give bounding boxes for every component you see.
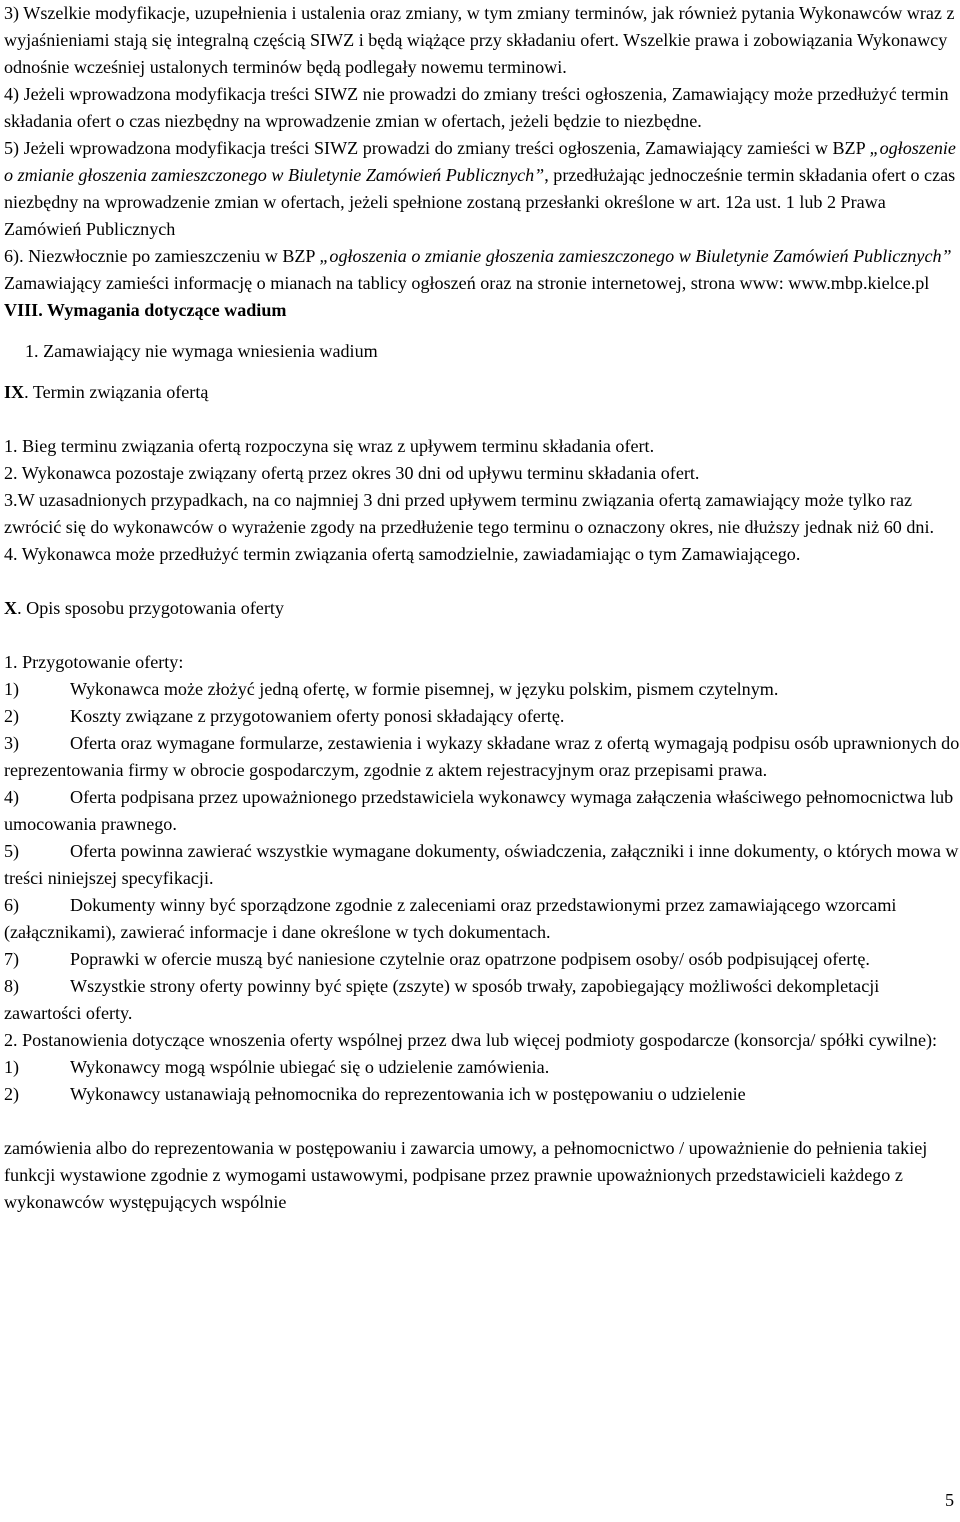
list-item-number: 1) bbox=[4, 1057, 20, 1077]
paragraph-5-text-a: 5) Jeżeli wprowadzona modyfikacja treści SIWZ prowadzi do zmiany treści ogłoszenia, Zamawiający zamieści w BZP bbox=[4, 138, 870, 158]
list-item: 3.W uzasadnionych przypadkach, na co najmniej 3 dni przed upływem terminu związania ofertą zamawiający może tylko raz zwrócić się do wykonawców o wyrażenie zgody na przedłużenie tego terminu o oznaczony okres, nie dłuższy jednak niż 60 dni. bbox=[4, 490, 934, 537]
continuation-paragraph: zamówienia albo do reprezentowania w postępowaniu i zawarcia umowy, a pełnomocnictwo / upoważnienie do pełnienia takiej funkcji wystawione zgodnie z wymogami ustawowymi, podpisane przez prawnie upoważnionych przedstawicieli każdego z wykonawców występujących wspólnie bbox=[4, 1138, 928, 1212]
list-item bbox=[4, 703, 960, 730]
list-item-number: 7) bbox=[4, 949, 20, 969]
paragraph-6-text-c: Zamawiający zamieści informację o mianach na tablicy ogłoszeń oraz na stronie internetowej, strona www: www.mbp.kielce.pl bbox=[4, 273, 930, 293]
section-ix-list bbox=[4, 433, 960, 568]
paragraph-6-text-a: 6). Niezwłocznie po zamieszczeniu w BZP bbox=[4, 246, 320, 266]
section-viii-number: VIII. bbox=[4, 300, 43, 320]
paragraph-5-italic: „ogłoszenie o zmianie głoszenia zamieszczonego w Biuletynie Zamówień Publicznych” bbox=[4, 138, 956, 185]
section-x-title: . Opis sposobu przygotowania oferty bbox=[17, 598, 284, 618]
paragraph-6 bbox=[4, 243, 960, 297]
list-item bbox=[4, 1054, 960, 1081]
subsection-2-list bbox=[4, 1054, 960, 1108]
section-ix-number: IX bbox=[4, 382, 25, 402]
section-viii-item: 1. Zamawiający nie wymaga wniesienia wadium bbox=[25, 341, 378, 361]
subsection-2-heading: 2. Postanowienia dotyczące wnoszenia oferty wspólnej przez dwa lub więcej podmioty gospodarcze (konsorcja/ spółki cywilne): bbox=[4, 1030, 938, 1050]
subsection-1-list bbox=[4, 676, 960, 1027]
list-item-number: 4) bbox=[4, 787, 20, 807]
list-item-number: 6) bbox=[4, 895, 20, 915]
list-item bbox=[4, 784, 960, 838]
list-item bbox=[4, 838, 960, 892]
document-page bbox=[4, 0, 960, 1216]
list-item-text: Wykonawcy mogą wspólnie ubiegać się o udzielenie zamówienia. bbox=[70, 1057, 550, 1077]
section-viii-heading bbox=[4, 297, 960, 324]
list-item: 1. Bieg terminu związania ofertą rozpoczyna się wraz z upływem terminu składania ofert. bbox=[4, 436, 655, 456]
list-item-number: 5) bbox=[4, 841, 20, 861]
section-ix-heading bbox=[4, 379, 960, 406]
list-item bbox=[4, 1081, 960, 1108]
list-item-text: Poprawki w ofercie muszą być naniesione czytelnie oraz opatrzone podpisem osoby/ osób podpisującej ofertę. bbox=[70, 949, 870, 969]
list-item-text: Oferta oraz wymagane formularze, zestawienia i wykazy składane wraz z ofertą wymagają podpisu osób uprawnionych do reprezentowania firmy w obrocie gospodarczym, zgodnie z aktem rejestracyjnym oraz przepisami prawa. bbox=[4, 733, 960, 780]
section-viii-title: Wymagania dotyczące wadium bbox=[42, 300, 287, 320]
paragraph-5 bbox=[4, 135, 960, 243]
list-item: 4. Wykonawca może przedłużyć termin związania ofertą samodzielnie, zawiadamiając o tym Zamawiającego. bbox=[4, 544, 801, 564]
list-item-text: Oferta powinna zawierać wszystkie wymagane dokumenty, oświadczenia, załączniki i inne dokumenty, o których mowa w treści niniejszej specyfikacji. bbox=[4, 841, 959, 888]
paragraph-6-italic: „ogłoszenia o zmianie głoszenia zamieszczonego w Biuletynie Zamówień Publicznych” bbox=[319, 246, 952, 266]
list-item-text: Wykonawca może złożyć jedną ofertę, w formie pisemnej, w języku polskim, pismem czytelnym. bbox=[70, 679, 779, 699]
paragraph-3: 3) Wszelkie modyfikacje, uzupełnienia i ustalenia oraz zmiany, w tym zmiany terminów, jak również pytania Wykonawców wraz z wyjaśnieniami stają się integralną częścią SIWZ i będą wiążące przy składaniu ofert. Wszelkie prawa i zobowiązania Wykonawcy odnośnie wcześniej ustalonych terminów będą podlegały nowemu terminowi. bbox=[4, 3, 955, 77]
subsection-1-heading: 1. Przygotowanie oferty: bbox=[4, 652, 184, 672]
list-item bbox=[4, 676, 960, 703]
list-item bbox=[4, 730, 960, 784]
list-item bbox=[4, 892, 960, 946]
paragraph-5-text-c: , przedłużając jednocześnie termin składania ofert o czas niezbędny na wprowadzenie zmian w ofertach, jeżeli spełnione zostaną przesłanki określone w art. 12a ust. 1 lub 2 Prawa Zamówień Publicznych bbox=[4, 165, 956, 239]
list-item-number: 8) bbox=[4, 976, 20, 996]
list-item: 2. Wykonawca pozostaje związany ofertą przez okres 30 dni od upływu terminu składania ofert. bbox=[4, 463, 700, 483]
list-item-text: Dokumenty winny być sporządzone zgodnie z zaleceniami oraz przedstawionymi przez zamawiającego wzorcami (załącznikami), zawierać informacje i dane określone w tych dokumentach. bbox=[4, 895, 897, 942]
list-item-text: Wszystkie strony oferty powinny być spięte (zszyte) w sposób trwały, zapobiegający możliwości dekompletacji zawartości oferty. bbox=[4, 976, 880, 1023]
list-item-text: Wykonawcy ustanawiają pełnomocnika do reprezentowania ich w postępowaniu o udzielenie bbox=[70, 1084, 746, 1104]
list-item-text: Koszty związane z przygotowaniem oferty ponosi składający ofertę. bbox=[70, 706, 565, 726]
list-item bbox=[4, 973, 960, 1027]
list-item bbox=[4, 946, 960, 973]
list-item-number: 1) bbox=[4, 679, 20, 699]
page-number: 5 bbox=[944, 1490, 954, 1510]
section-x-heading bbox=[4, 595, 960, 622]
section-x-number: X bbox=[4, 598, 18, 618]
list-item-text: Oferta podpisana przez upoważnionego przedstawiciela wykonawcy wymaga załączenia właściwego pełnomocnictwa lub umocowania prawnego. bbox=[4, 787, 954, 834]
list-item-number: 2) bbox=[4, 1084, 20, 1104]
paragraph-4: 4) Jeżeli wprowadzona modyfikacja treści SIWZ nie prowadzi do zmiany treści ogłoszenia, Zamawiający może przedłużyć termin składania ofert o czas niezbędny na wprowadzenie zmian w ofertach, jeżeli będzie to niezbędne. bbox=[4, 84, 949, 131]
list-item-number: 3) bbox=[4, 733, 20, 753]
section-ix-title: . Termin związania ofertą bbox=[24, 382, 209, 402]
list-item-number: 2) bbox=[4, 706, 20, 726]
